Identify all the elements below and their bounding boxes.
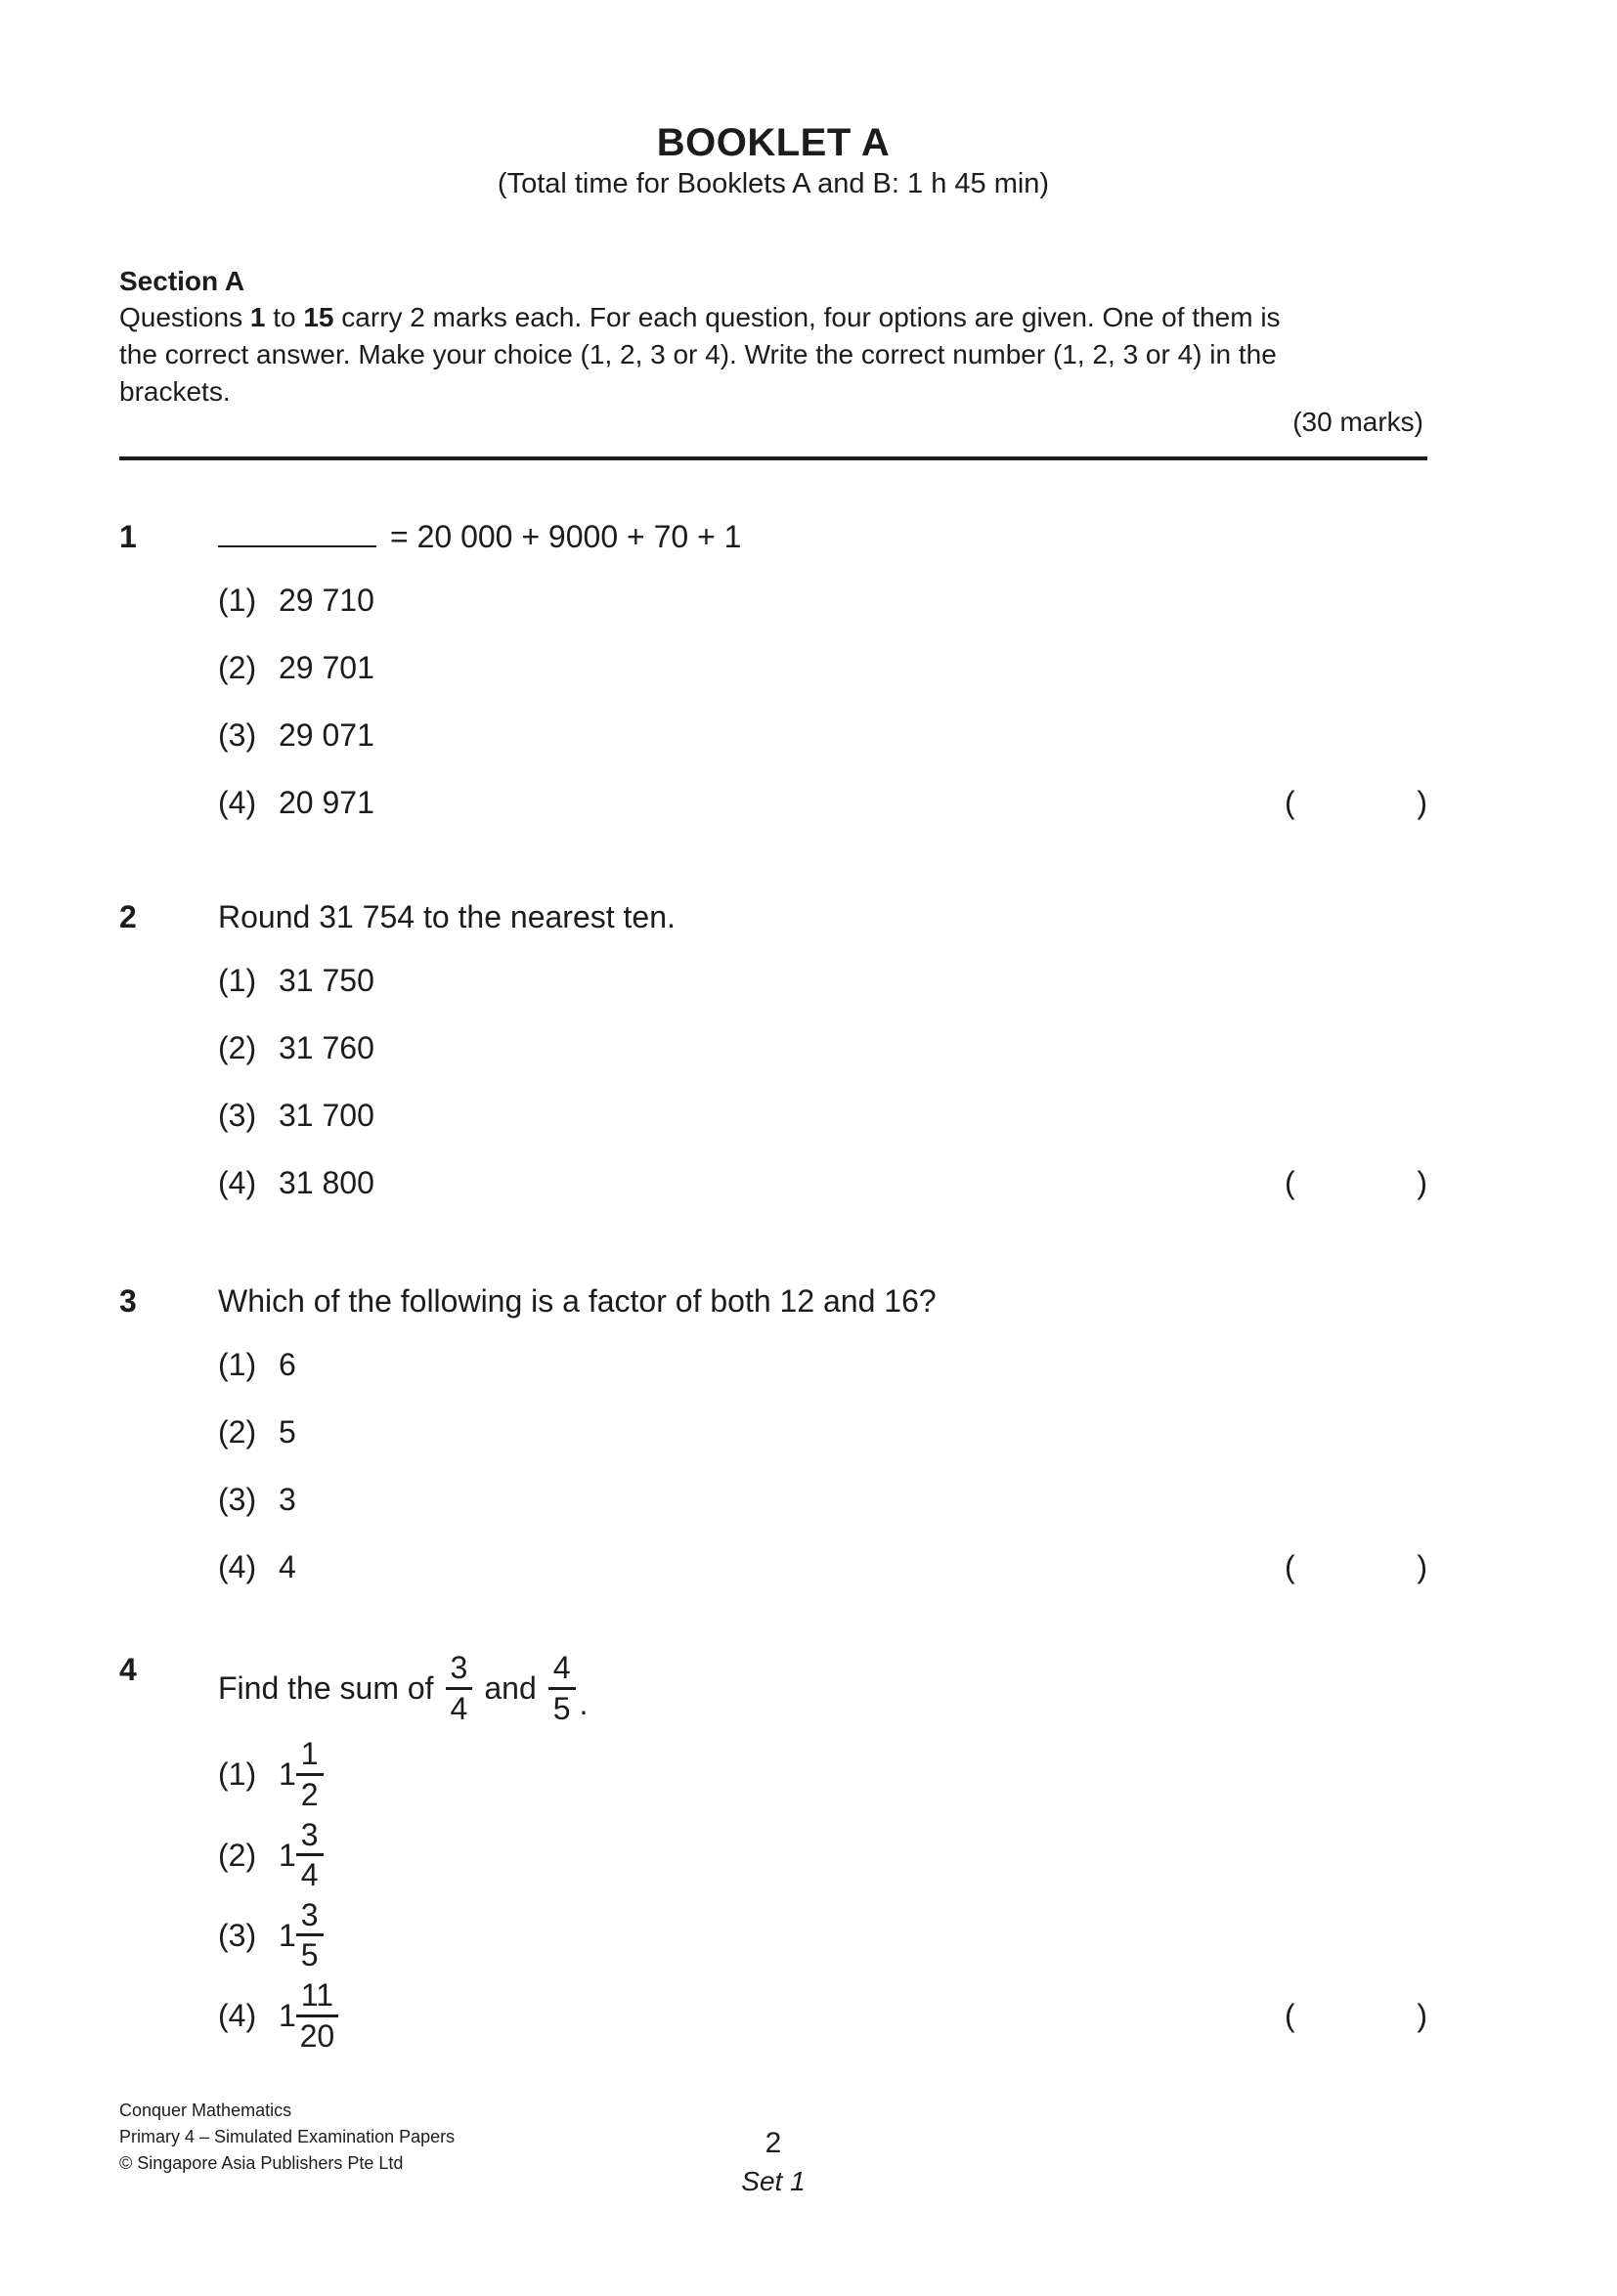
question-1-equation: = 20 000 + 9000 + 70 + 1	[390, 519, 742, 554]
option-label: (2)	[218, 1414, 257, 1450]
whole-number: 1	[279, 1837, 296, 1873]
question-3-number: 3	[119, 1283, 137, 1319]
booklet-title: BOOKLET A	[656, 121, 891, 164]
page-content	[119, 0, 1427, 2296]
question-3-option-2	[218, 1416, 1427, 1448]
question-4-option-3	[218, 1896, 1427, 1973]
fraction-numerator: 3	[296, 1819, 324, 1857]
set-label: Set 1	[741, 2166, 806, 2196]
question-2-option-2	[218, 1032, 1427, 1063]
instructions-text: to	[265, 302, 304, 332]
option-value: 29 710	[279, 583, 374, 618]
question-1-option-4	[218, 787, 1427, 818]
bracket-open: (	[1285, 785, 1295, 820]
option-value: 31 700	[279, 1098, 374, 1133]
option-value: 3	[279, 1482, 296, 1517]
option-value: 29 701	[279, 650, 374, 685]
instructions-bold-text: 15	[303, 302, 334, 332]
option-label: (1)	[218, 583, 257, 618]
instructions-line-2: the correct answer. Make your choice (1, 2, 3 or 4). Write the correct number (1, 2, 3 or 4) in the	[119, 339, 1277, 369]
question-1-answer-brackets	[1285, 787, 1427, 818]
fraction-three-quarters	[446, 1652, 473, 1724]
bracket-open: (	[1285, 1165, 1295, 1200]
option-value: 5	[279, 1414, 296, 1450]
option-value: 6	[279, 1347, 296, 1382]
section-heading: Section A	[119, 266, 245, 296]
whole-number: 1	[279, 1756, 296, 1793]
question-2-body	[218, 899, 1427, 1198]
question-3-option-1	[218, 1349, 1427, 1380]
option-label: (4)	[218, 1998, 257, 2034]
bracket-close: )	[1417, 1998, 1427, 2034]
option-label: (4)	[218, 1165, 257, 1200]
fraction	[296, 1816, 324, 1893]
whole-number: 1	[279, 1998, 296, 2034]
bracket-open: (	[1285, 1998, 1295, 2034]
instructions-bold-text: 1	[249, 302, 266, 332]
question-1	[119, 519, 1427, 818]
question-4	[119, 1652, 1427, 2052]
option-label: (1)	[218, 963, 257, 998]
question-3-option-3	[218, 1484, 1427, 1515]
question-4-stem	[218, 1652, 1427, 1724]
question-4-option-4	[218, 1979, 1427, 2052]
option-value: 31 800	[279, 1165, 374, 1200]
question-4-option-2	[218, 1816, 1427, 1893]
bracket-close: )	[1417, 785, 1427, 820]
question-1-option-1	[218, 585, 1427, 616]
stem-text: and	[484, 1669, 537, 1706]
option-label: (2)	[218, 1837, 257, 1873]
fraction-denominator: 5	[552, 1690, 571, 1726]
fraction	[296, 1738, 324, 1810]
option-label: (4)	[218, 785, 257, 820]
booklet-subtitle: (Total time for Booklets A and B: 1 h 45 min)	[497, 168, 1050, 199]
fraction-numerator: 4	[548, 1652, 576, 1690]
fraction-numerator: 1	[296, 1738, 324, 1776]
stem-text: Find the sum of	[218, 1669, 434, 1706]
option-value: 4	[279, 1549, 296, 1584]
fraction-numerator: 3	[296, 1899, 324, 1937]
fraction-denominator: 4	[300, 1857, 319, 1893]
mixed-number	[279, 1738, 324, 1810]
mixed-number	[279, 1896, 324, 1973]
question-2-option-3	[218, 1100, 1427, 1131]
whole-number: 1	[279, 1917, 296, 1953]
question-2-option-4	[218, 1167, 1427, 1198]
question-1-answer-blank	[218, 520, 376, 547]
imprint-line-3: © Singapore Asia Publishers Pte Ltd	[119, 2153, 404, 2173]
fraction-four-fifths	[548, 1652, 576, 1724]
option-value: 20 971	[279, 785, 374, 820]
mixed-number	[279, 1979, 338, 2052]
question-3-answer-brackets	[1285, 1551, 1427, 1582]
fraction-denominator: 5	[300, 1937, 319, 1973]
question-2-answer-brackets	[1285, 1167, 1427, 1198]
bracket-close: )	[1417, 1549, 1427, 1584]
option-label: (3)	[218, 1098, 257, 1133]
question-3-option-4	[218, 1551, 1427, 1582]
option-value: 31 760	[279, 1030, 374, 1065]
bracket-close: )	[1417, 1165, 1427, 1200]
question-1-option-3	[218, 719, 1427, 751]
fraction-denominator: 2	[300, 1776, 319, 1812]
question-2-option-1	[218, 965, 1427, 996]
question-1-option-2	[218, 652, 1427, 683]
stem-period: .	[579, 1685, 589, 1721]
option-value: 31 750	[279, 963, 374, 998]
instructions-line-1	[119, 299, 1427, 336]
bracket-open: (	[1285, 1549, 1295, 1584]
question-2-number: 2	[119, 899, 137, 934]
fraction-denominator: 4	[450, 1690, 468, 1726]
imprint-line-1: Conquer Mathematics	[119, 2101, 292, 2120]
fraction-numerator: 3	[446, 1652, 473, 1690]
option-label: (2)	[218, 650, 257, 685]
question-4-body	[218, 1652, 1427, 2052]
question-3	[119, 1283, 1427, 1582]
section-divider-line	[119, 456, 1427, 460]
question-1-number: 1	[119, 519, 137, 554]
fraction-numerator: 11	[296, 1979, 338, 2017]
question-4-option-1	[218, 1738, 1427, 1810]
section-instructions	[119, 299, 1427, 411]
imprint-line-2: Primary 4 – Simulated Examination Papers	[119, 2127, 456, 2146]
question-2-stem: Round 31 754 to the nearest ten.	[218, 899, 676, 934]
fraction-denominator: 20	[299, 2017, 335, 2054]
page-number: 2	[765, 2127, 782, 2159]
question-1-stem	[218, 519, 1427, 554]
fraction	[296, 1896, 324, 1973]
option-label: (1)	[218, 1756, 257, 1793]
section-marks: (30 marks)	[1292, 407, 1423, 437]
instructions-line-3: brackets.	[119, 376, 231, 407]
question-3-stem: Which of the following is a factor of both 12 and 16?	[218, 1283, 937, 1319]
instructions-text: carry 2 marks each. For each question, four options are given. One of them is	[333, 302, 1281, 332]
question-4-answer-brackets	[1285, 1998, 1427, 2034]
option-label: (1)	[218, 1347, 257, 1382]
instructions-text: Questions	[119, 302, 250, 332]
option-label: (3)	[218, 1917, 257, 1953]
option-value: 29 071	[279, 717, 374, 753]
question-3-body	[218, 1283, 1427, 1582]
fraction	[296, 1979, 338, 2052]
option-label: (2)	[218, 1030, 257, 1065]
option-label: (4)	[218, 1549, 257, 1584]
mixed-number	[279, 1816, 324, 1893]
question-1-body	[218, 519, 1427, 818]
option-label: (3)	[218, 717, 257, 753]
question-2	[119, 899, 1427, 1198]
option-label: (3)	[218, 1482, 257, 1517]
question-4-number: 4	[119, 1652, 137, 1687]
